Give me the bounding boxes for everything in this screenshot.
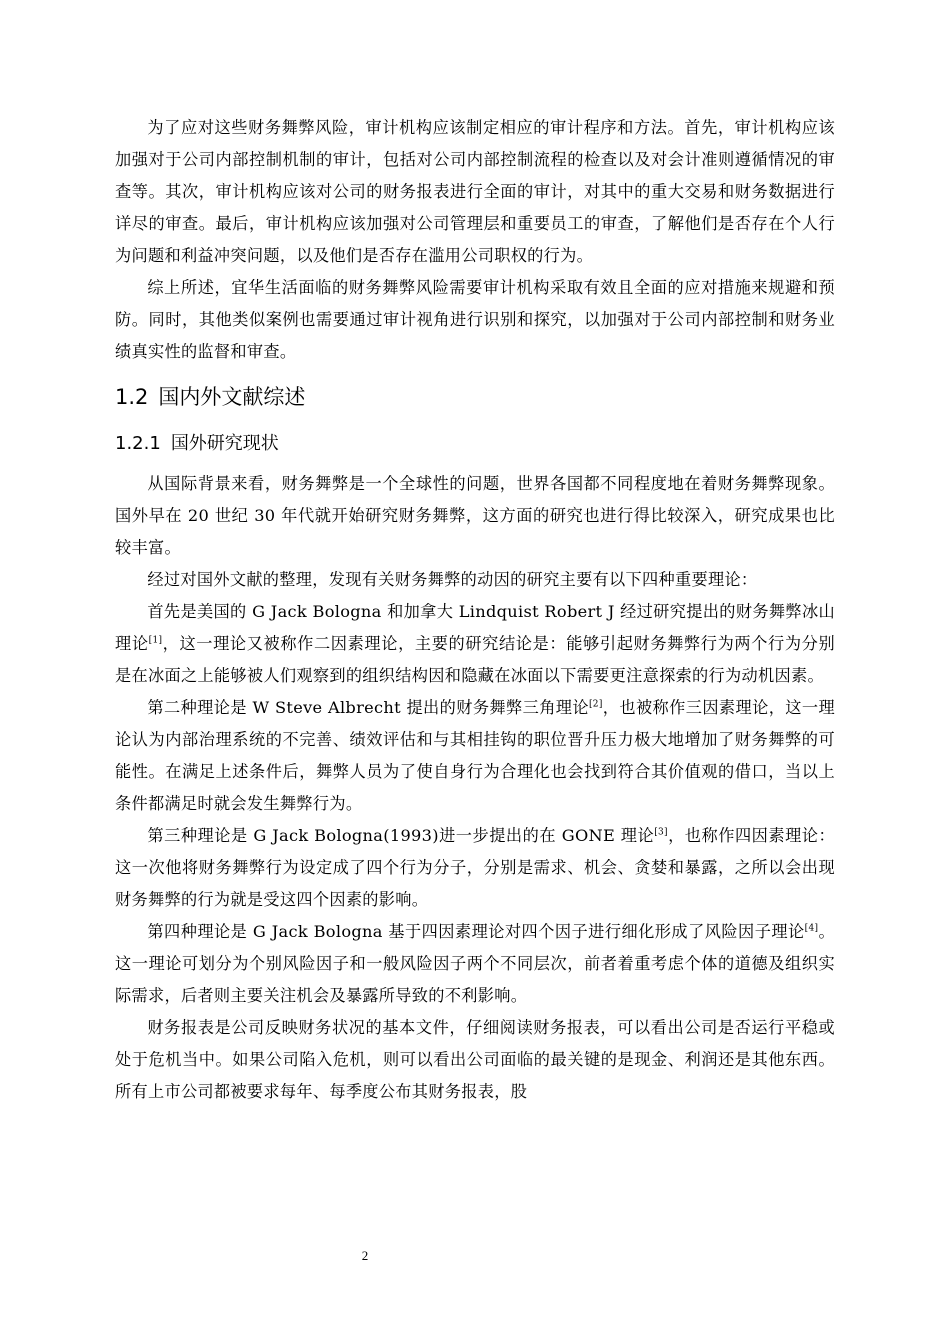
theory2-text: 第二种理论是 W Steve Albrecht 提出的财务舞弊三角理论 — [147, 698, 589, 717]
paragraph-international-background: 从国际背景来看，财务舞弊是一个全球性的问题，世界各国都不同程度地在着财务舞弊现象。国外早在 20 世纪 30 年代就开始研究财务舞弊，这方面的研究也进行得比较深入，研究成果也比较丰富。 — [115, 474, 835, 557]
citation-3: [3] — [654, 827, 668, 838]
page-number: 2 — [361, 1248, 369, 1263]
theory1-text: 首先是美国的 G Jack Bologna 和加拿大 Lindquist Robert J 经过研究提出的财务舞弊冰山理论 — [115, 602, 835, 653]
paragraph-iceberg-theory — [115, 596, 835, 692]
theory3-text-cont: ，也称作四因素理论：这一次他将财务舞弊行为设定成了四个行为分子，分别是需求、机会、贪婪和暴露，之所以会出现财务舞弊的行为就是受这四个因素的影响。 — [115, 826, 835, 909]
section-number: 1.2 — [115, 385, 149, 409]
section-heading — [115, 380, 835, 414]
subsection-number: 1.2.1 — [115, 433, 161, 454]
paragraph-audit-procedures: 为了应对这些财务舞弊风险，审计机构应该制定相应的审计程序和方法。首先，审计机构应该加强对于公司内部控制机制的审计，包括对公司内部控制流程的检查以及对会计准则遵循情况的审查等。其次，审计机构应该对公司的财务报表进行全面的审计，对其中的重大交易和财务数据进行详尽的审查。最后，审计机构应该加强对公司管理层和重要员工的审查，了解他们是否存在个人行为问题和利益冲突问题，以及他们是否存在滥用公司职权的行为。 — [115, 118, 835, 265]
paragraph-summary: 综上所述，宜华生活面临的财务舞弊风险需要审计机构采取有效且全面的应对措施来规避和预防。同时，其他类似案例也需要通过审计视角进行识别和探究，以加强对于公司内部控制和财务业绩真实性的监督和审查。 — [115, 278, 835, 361]
subsection-title: 国外研究现状 — [170, 433, 279, 454]
section-title: 国内外文献综述 — [158, 385, 306, 409]
theory1-text-cont: ，这一理论又被称作二因素理论，主要的研究结论是：能够引起财务舞弊行为两个行为分别是在冰面之上能够被人们观察到的组织结构因和隐藏在冰面以下需要更注意探索的行为动机因素。 — [115, 634, 835, 685]
paragraph-financial-statements: 财务报表是公司反映财务状况的基本文件，仔细阅读财务报表，可以看出公司是否运行平稳或处于危机当中。如果公司陷入危机，则可以看出公司面临的最关键的是现金、利润还是其他东西。所有上市公司都被要求每年、每季度公布其财务报表，股 — [115, 1018, 835, 1101]
theory3-text: 第三种理论是 G Jack Bologna(1993)进一步提出的在 GONE 理论 — [147, 826, 655, 845]
subsection-heading — [115, 428, 835, 460]
paragraph-triangle-theory — [115, 692, 835, 820]
citation-2: [2] — [589, 699, 603, 710]
theory2-text-cont: ，也被称作三因素理论，这一理论认为内部治理系统的不完善、绩效评估和与其相挂钩的职位晋升压力极大地增加了财务舞弊的可能性。在满足上述条件后，舞弊人员为了使自身行为合理化也会找到符合其价值观的借口，当以上条件都满足时就会发生舞弊行为。 — [115, 698, 835, 813]
theory4-text-cont: 。这一理论可划分为个别风险因子和一般风险因子两个不同层次，前者着重考虑个体的道德及组织实际需求，后者则主要关注机会及暴露所导致的不利影响。 — [115, 922, 835, 1005]
theory4-text: 第四种理论是 G Jack Bologna 基于四因素理论对四个因子进行细化形成了风险因子理论 — [147, 922, 805, 941]
page-content — [115, 112, 835, 1108]
paragraph-four-theories-intro: 经过对国外文献的整理，发现有关财务舞弊的动因的研究主要有以下四种重要理论： — [147, 570, 758, 589]
citation-4: [4] — [804, 923, 819, 934]
paragraph-risk-factor-theory — [115, 916, 835, 1012]
citation-1: [1] — [148, 635, 163, 646]
paragraph-gone-theory — [115, 820, 835, 916]
